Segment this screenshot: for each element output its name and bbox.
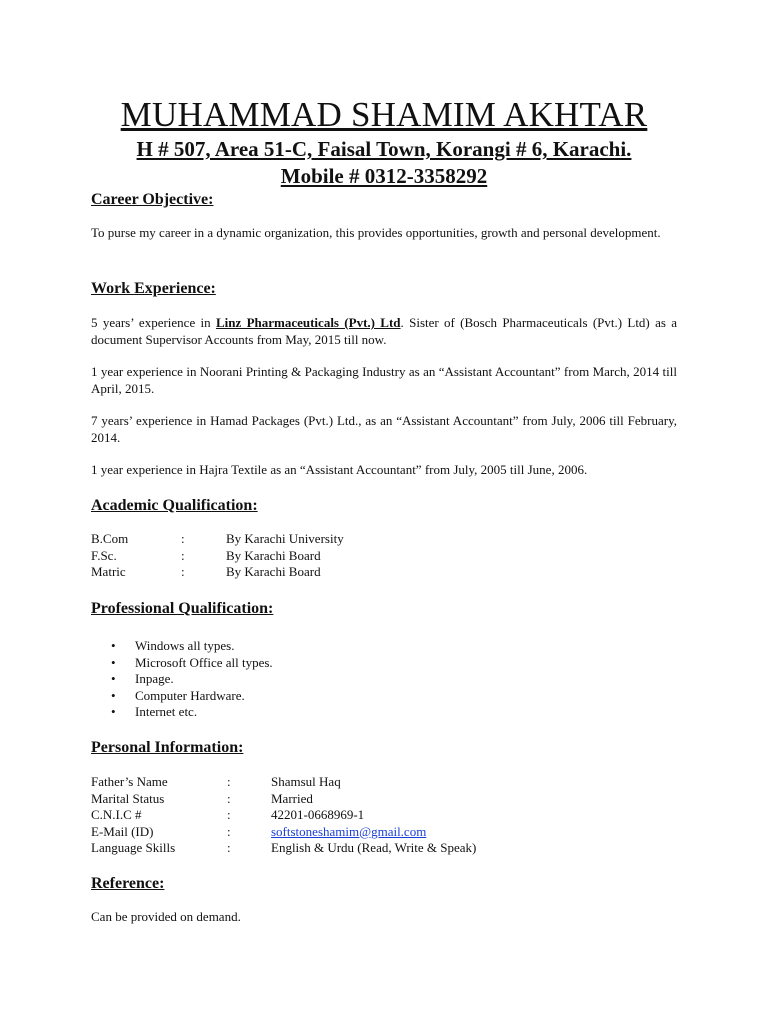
personal-row <box>91 791 591 808</box>
academic-row <box>91 548 491 565</box>
field-value: Shamsul Haq <box>271 774 341 789</box>
work-experience-item: 1 year experience in Noorani Printing & Packaging Industry as an “Assistant Accountant” from March, 2014 till April, 2015. <box>91 364 677 396</box>
field-value: English & Urdu (Read, Write & Speak) <box>271 840 477 855</box>
personal-row <box>91 774 591 791</box>
degree-name: B.Com <box>91 531 129 546</box>
field-label: C.N.I.C # <box>91 807 142 822</box>
separator: : <box>181 547 185 563</box>
personal-information-heading: Personal Information: <box>91 739 244 756</box>
bullet-icon: • <box>111 638 116 653</box>
list-item-text: Inpage. <box>135 671 174 686</box>
field-label: E-Mail (ID) <box>91 823 154 839</box>
personal-row <box>91 824 591 841</box>
reference-text: Can be provided on demand. <box>91 909 241 924</box>
career-objective-heading: Career Objective: <box>91 191 214 208</box>
field-label: Father’s Name <box>91 774 168 789</box>
mobile-line: Mobile # 0312-3358292 <box>280 164 488 188</box>
work-experience-suffix: . Sister of (Bosch Pharmaceuticals (Pvt.) Ltd) as a document Supervisor Accounts from May, 2015 till now. <box>91 315 677 347</box>
bullet-icon: • <box>111 671 116 686</box>
degree-institution: By Karachi Board <box>226 547 321 563</box>
personal-row <box>91 807 591 824</box>
work-experience-heading: Work Experience: <box>91 280 216 297</box>
degree-institution: By Karachi University <box>226 531 344 546</box>
personal-table <box>91 774 591 857</box>
list-item-text: Internet etc. <box>135 704 198 719</box>
separator: : <box>227 840 231 855</box>
academic-row <box>91 531 491 548</box>
field-value: Married <box>271 790 313 806</box>
list-item-text: Computer Hardware. <box>135 687 245 703</box>
reference-heading: Reference: <box>91 875 165 892</box>
separator: : <box>227 807 231 822</box>
bullet-icon: • <box>111 654 116 670</box>
work-experience-item: 1 year experience in Hajra Textile as an “Assistant Accountant” from July, 2005 till June, 2006. <box>91 462 588 477</box>
personal-row <box>91 840 591 857</box>
address-line: H # 507, Area 51-C, Faisal Town, Korangi # 6, Karachi. <box>136 137 632 161</box>
degree-institution: By Karachi Board <box>226 564 321 579</box>
professional-qualification-heading: Professional Qualification: <box>91 600 274 617</box>
academic-qualification-heading: Academic Qualification: <box>91 497 258 514</box>
separator: : <box>227 823 231 839</box>
email-link[interactable]: softstoneshamim@gmail.com <box>271 823 427 839</box>
degree-name: F.Sc. <box>91 547 117 563</box>
work-experience-item: 7 years’ experience in Hamad Packages (Pvt.) Ltd., as an “Assistant Accountant” from July, 2006 till February, 2014. <box>91 413 677 445</box>
separator: : <box>227 774 231 789</box>
bullet-icon: • <box>111 687 116 703</box>
work-experience-item <box>91 315 677 348</box>
academic-row <box>91 564 491 581</box>
list-item-text: Microsoft Office all types. <box>135 654 273 670</box>
separator: : <box>181 564 185 579</box>
career-objective-text: To purse my career in a dynamic organization, this provides opportunities, growth and personal development. <box>91 225 661 240</box>
field-value: 42201-0668969-1 <box>271 807 365 822</box>
separator: : <box>181 531 185 546</box>
bullet-icon: • <box>111 704 116 719</box>
company-name: Linz Pharmaceuticals (Pvt.) Ltd <box>215 315 401 330</box>
academic-table <box>91 531 491 581</box>
candidate-name: MUHAMMAD SHAMIM AKHTAR <box>120 95 648 134</box>
work-experience-prefix: 5 years’ experience in <box>91 315 216 330</box>
field-label: Marital Status <box>91 790 165 806</box>
field-label: Language Skills <box>91 840 176 855</box>
separator: : <box>227 790 231 806</box>
degree-name: Matric <box>91 564 126 579</box>
list-item-text: Windows all types. <box>135 638 235 653</box>
